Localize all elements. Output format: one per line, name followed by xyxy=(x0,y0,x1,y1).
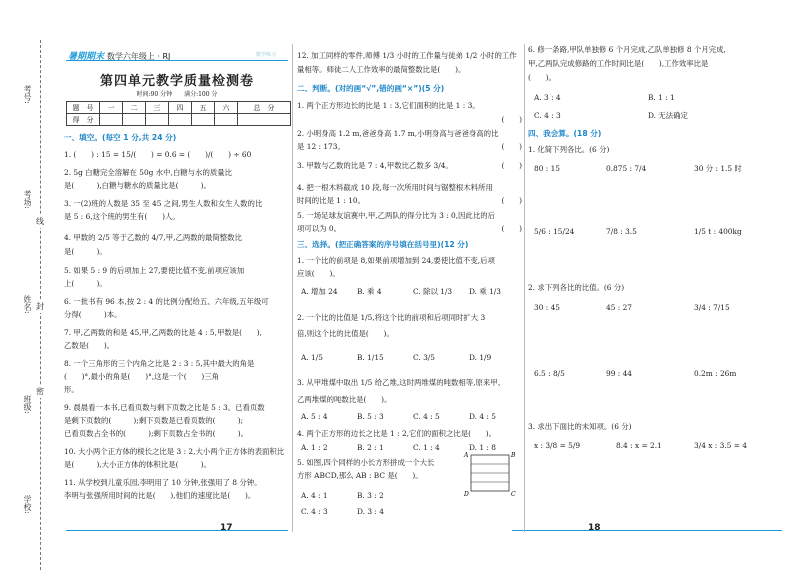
choice-5-option-c[interactable]: C. 4 : 3 xyxy=(301,507,328,516)
question-12-line2: 量相等。师徒二人工作效率的最简整数比是( )。 xyxy=(297,65,466,74)
choice-3-option-b[interactable]: B. 5 : 3 xyxy=(357,412,384,421)
question-9-line1: 9. 晨晨看一本书,已看页数与剩下页数之比是 5 : 3。已看页数 xyxy=(64,403,265,412)
score-cell: 题 号 xyxy=(67,102,100,114)
choice-4: 4. 两个正方形的边长之比是 1 : 2,它们的面积之比是( )。 xyxy=(297,429,497,438)
question-3-line1: 3. 一(2)班的人数是 35 至 45 之间,男生人数和女生人数的比 xyxy=(64,199,263,208)
calc-3-item: x : 3/8 = 5/9 xyxy=(534,441,581,450)
binding-mark-seal: 封 xyxy=(36,302,44,311)
question-10-line1: 10. 大小两个正方体的棱长之比是 3 : 2,大小两个正方体的表面积比 xyxy=(64,447,285,456)
choice-6-line2: 甲,乙两队完成修路的工作时间比是( ),工作效率比是 xyxy=(528,59,709,68)
question-7-line2: 乙数是( )。 xyxy=(64,341,115,350)
judge-4-line2: 时间的比是 1 : 10。 xyxy=(297,196,365,205)
calc-1-item: 30 分 : 1.5 时 xyxy=(694,164,742,173)
question-6-line2: 分得( )本。 xyxy=(64,310,122,319)
question-3-line2: 是 5 : 6,这个班的男生有( )人。 xyxy=(64,212,180,221)
question-1: 1. ( ) : 15 = 15/( ) = 0.6 = ( )/( ) ÷ 60 xyxy=(64,150,252,159)
calc-1-item: 1/5 t : 400kg xyxy=(694,227,742,236)
choice-3-option-d[interactable]: D. 4 : 5 xyxy=(469,412,496,421)
score-table-score-row xyxy=(67,114,291,126)
choice-6-option-d[interactable]: D. 无法确定 xyxy=(648,111,688,120)
footer-line-left xyxy=(66,530,288,531)
figure-label-a: A xyxy=(464,452,469,459)
question-11-line2: 李明与张强所用时间的比是( ),他们的速度比是( )。 xyxy=(64,491,256,500)
score-input-cell[interactable] xyxy=(100,114,123,126)
score-cell: 一 xyxy=(100,102,123,114)
question-9-line3: 已看页数占全书的( );剩下页数占全书的( )。 xyxy=(64,429,249,438)
choice-6-line3: ( )。 xyxy=(528,73,556,82)
binding-label-school: 学校: xyxy=(23,495,32,514)
judge-1-answer[interactable]: ( ) xyxy=(501,115,522,124)
binding-label-exam-no: 考号: xyxy=(23,85,32,104)
calc-1-item: 80 : 15 xyxy=(534,164,560,173)
choice-1-option-a[interactable]: A. 增加 24 xyxy=(301,287,338,296)
score-cell: 三 xyxy=(146,102,169,114)
score-cell: 得 分 xyxy=(67,114,100,126)
score-input-cell[interactable] xyxy=(169,114,192,126)
question-4-line2: 是( )。 xyxy=(64,247,107,256)
brand-logo: 期末 xyxy=(86,52,105,62)
column-divider xyxy=(292,44,293,532)
choice-1-line1: 1. 一个比的前项是 8,如果前项增加到 24,要使比值不变,后项 xyxy=(297,256,495,265)
judge-5-answer[interactable]: ( ) xyxy=(501,224,522,233)
binding-label-class: 班级: xyxy=(23,395,32,414)
calc-1-item: 5/6 : 15/24 xyxy=(534,227,575,236)
exam-title: 第四单元教学质量检测卷 xyxy=(99,74,254,89)
page-number-right: 18 xyxy=(588,523,601,533)
question-5-line1: 5. 如果 5 : 9 的后项加上 27,要使比值不变,前项应该加 xyxy=(64,266,245,275)
calc-3-item: 3/4 x : 3.5 = 4 xyxy=(694,441,747,450)
choice-4-option-c[interactable]: C. 1 : 4 xyxy=(413,443,440,452)
binding-label-exam-room: 考场: xyxy=(23,190,32,209)
figure-label-b: B xyxy=(511,452,516,459)
section-multiple-choice: 三、选择。(把正确答案的序号填在括号里)(12 分) xyxy=(297,240,469,249)
calc-2-item: 0.2m : 26m xyxy=(694,369,737,378)
binding-strip xyxy=(0,40,60,570)
choice-3-line1: 3. 从甲堆煤中取出 1/5 给乙堆,这时两堆煤的吨数相等,原来甲、 xyxy=(297,378,506,387)
choice-6-option-c[interactable]: C. 4 : 3 xyxy=(534,111,561,120)
calc-3-title: 3. 求出下面比的未知项。(6 分) xyxy=(528,422,632,431)
score-input-cell[interactable] xyxy=(215,114,238,126)
choice-2-option-c[interactable]: C. 3/5 xyxy=(413,353,435,362)
question-6-line1: 6. 一批书有 96 本,按 2 : 4 的比例分配给五、六年级,五年级可 xyxy=(64,297,269,306)
header-divider xyxy=(66,60,288,61)
choice-1-option-b[interactable]: B. 乘 4 xyxy=(357,287,382,296)
exam-info: 时间:90 分钟 满分:100 分 xyxy=(136,91,218,98)
choice-1-option-c[interactable]: C. 除以 1/3 xyxy=(413,287,453,296)
question-9-line2: 是剩下页数的( );剩下页数是已看页数的( ); xyxy=(64,416,244,425)
calc-2-item: 3/4 : 7/15 xyxy=(694,303,730,312)
judge-5-line2: 项可以为 0。 xyxy=(297,224,342,233)
choice-5-line2: 方形 ABCD,那么 AB : BC 是( )。 xyxy=(297,471,423,480)
calc-3-item: 8.4 : x = 2.1 xyxy=(616,441,662,450)
binding-mark-secret: 密 xyxy=(36,387,44,396)
calc-2-item: 99 : 44 xyxy=(606,369,632,378)
section-calculate: 四、我会算。(18 分) xyxy=(528,129,602,138)
choice-2-line2: 倍,则这个比的比值是( )。 xyxy=(297,329,394,338)
score-cell: 六 xyxy=(215,102,238,114)
brand-lead: 暑期 xyxy=(68,52,87,62)
judge-2-answer[interactable]: ( ) xyxy=(501,142,522,151)
question-4-line1: 4. 甲数的 2/5 等于乙数的 4/7,甲,乙两数的最简整数比 xyxy=(64,233,242,242)
score-input-cell[interactable] xyxy=(192,114,215,126)
choice-2-line1: 2. 一个比的比值是 1/5,将这个比的前项和后项同时扩大 3 xyxy=(297,313,486,322)
judge-3-answer[interactable]: ( ) xyxy=(501,161,522,170)
score-cell: 五 xyxy=(192,102,215,114)
judge-2-line2: 是 12 : 173。 xyxy=(297,142,345,151)
question-8-line3: 形。 xyxy=(64,385,79,394)
section-fill-blanks: 一、填空。(每空 1 分,共 24 分) xyxy=(64,133,177,142)
choice-5-option-d[interactable]: D. 3 : 4 xyxy=(357,507,384,516)
score-input-cell[interactable] xyxy=(146,114,169,126)
score-table-header-row xyxy=(67,102,291,114)
score-cell: 二 xyxy=(123,102,146,114)
binding-mark-line: 线 xyxy=(36,217,44,226)
question-10-line2: 是( ),大小正方体的体积比是( )。 xyxy=(64,460,211,469)
calc-2-item: 30 : 45 xyxy=(534,303,560,312)
calc-1-item: 0.875 : 7/4 xyxy=(606,164,647,173)
question-5-line2: 上( )。 xyxy=(64,279,107,288)
calc-1-title: 1. 化简下列各比。(6 分) xyxy=(528,145,610,154)
calc-2-item: 45 : 27 xyxy=(606,303,632,312)
choice-5-option-a[interactable]: A. 4 : 1 xyxy=(301,491,328,500)
figure-label-d: D xyxy=(464,491,469,498)
figure-label-c: C xyxy=(511,491,516,498)
question-2-line1: 2. 5g 白糖完全溶解在 50g 水中,白糖与水的质量比 xyxy=(64,168,233,177)
judge-4-line1: 4. 把一根木料截成 10 段,每一次所用时间与锯整根木料所用 xyxy=(297,183,493,192)
question-11-line1: 11. 从学校到儿童乐园,李明用了 10 分钟,张强用了 8 分钟。 xyxy=(64,478,262,487)
question-7-line1: 7. 甲,乙两数的和是 45,甲,乙两数的比是 4 : 5,甲数是( ), xyxy=(64,328,263,337)
question-12-line1: 12. 加工同样的零件,师傅 1/3 小时的工作量与徒弟 1/2 小时的工作 xyxy=(297,51,517,60)
choice-4-option-d[interactable]: D. 1 : 8 xyxy=(469,443,496,452)
rectangle-figure xyxy=(463,450,517,498)
binding-label-name: 姓名: xyxy=(23,295,32,314)
choice-3-option-c[interactable]: C. 4 : 5 xyxy=(413,412,440,421)
choice-3-line2: 乙两堆煤的吨数比是( )。 xyxy=(297,395,392,404)
footer-line-right xyxy=(512,530,782,531)
choice-4-option-a[interactable]: A. 1 : 2 xyxy=(301,443,328,452)
judge-1: 1. 两个正方形边长的比是 1 : 3,它们面积的比是 1 : 3。 xyxy=(297,101,480,110)
choice-2-option-b[interactable]: B. 1/15 xyxy=(357,353,384,362)
choice-3-option-a[interactable]: A. 5 : 4 xyxy=(301,412,328,421)
calc-1-item: 7/8 : 3.5 xyxy=(606,227,637,236)
choice-5-line1: 5. 如图,四个同样的小长方形拼成一个大长 xyxy=(297,458,435,467)
choice-2-option-a[interactable]: A. 1/5 xyxy=(301,353,323,362)
calc-2-item: 6.5 : 8/5 xyxy=(534,369,565,378)
choice-4-option-b[interactable]: B. 2 : 1 xyxy=(357,443,384,452)
brand-right-text: 数学练习 xyxy=(256,52,277,58)
section-true-false: 二、判断。(对的画“√”,错的画“×”)(5 分) xyxy=(297,84,445,93)
page-number-left: 17 xyxy=(220,523,233,533)
score-cell: 总 分 xyxy=(238,102,291,114)
judge-4-answer[interactable]: ( ) xyxy=(501,196,522,205)
score-input-cell[interactable] xyxy=(123,114,146,126)
score-cell: 四 xyxy=(169,102,192,114)
calc-2-title: 2. 求下列各比的比值。(6 分) xyxy=(528,283,625,292)
judge-3: 3. 甲数与乙数的比是 7 : 4,甲数比乙数多 3/4。 xyxy=(297,161,453,170)
choice-1-line2: 应该( )。 xyxy=(297,269,340,278)
question-2-line2: 是( ),白糖与糖水的质量比是( )。 xyxy=(64,181,211,190)
score-table xyxy=(66,101,291,126)
question-8-line1: 8. 一个三角形的三个内角之比是 2 : 3 : 5,其中最大的角是 xyxy=(64,359,255,368)
score-input-cell[interactable] xyxy=(238,114,291,126)
judge-2-line1: 2. 小明身高 1.2 m,爸爸身高 1.7 m,小明身高与爸爸身高的比 xyxy=(297,129,499,138)
choice-6-option-a[interactable]: A. 3 : 4 xyxy=(534,93,561,102)
choice-6-line1: 6. 修一条路,甲队单独修 6 个月完成,乙队单独修 8 个月完成, xyxy=(528,45,726,54)
question-8-line2: ( )°,最小的角是( )°,这是一个( )三角 xyxy=(64,372,220,381)
choice-2-option-d[interactable]: D. 1/9 xyxy=(469,353,492,362)
judge-5-line1: 5. 一场足球友谊赛中,甲,乙两队的得分比为 3 : 0,因此比的后 xyxy=(297,211,495,220)
choice-1-option-d[interactable]: D. 乘 1/3 xyxy=(469,287,501,296)
column-divider xyxy=(524,44,525,532)
choice-6-option-b[interactable]: B. 1 : 1 xyxy=(648,93,675,102)
choice-5-option-b[interactable]: B. 3 : 2 xyxy=(357,491,384,500)
brand-subject: 数学六年级上 · RJ xyxy=(106,52,171,61)
